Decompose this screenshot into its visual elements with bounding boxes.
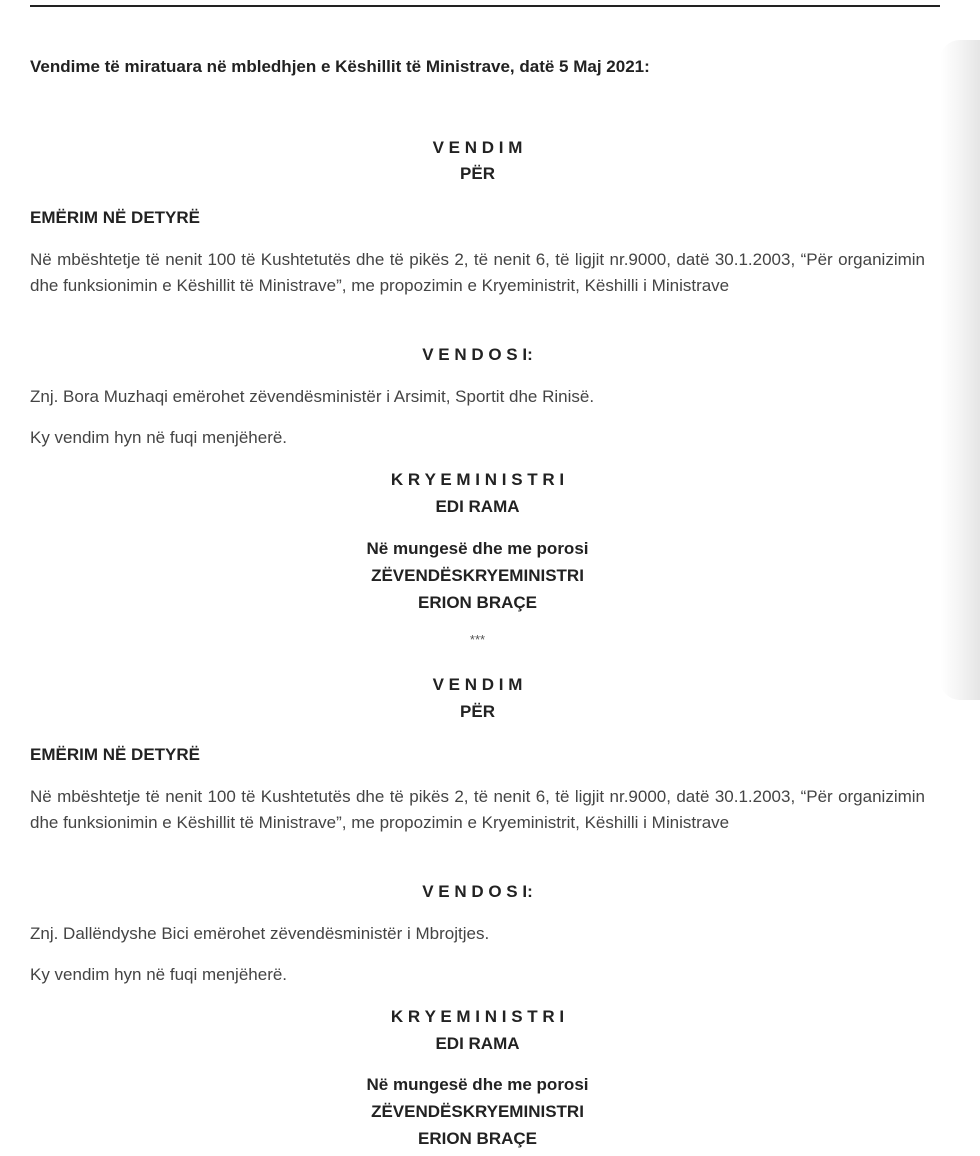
absence-note: Në mungesë dhe me porosi	[366, 539, 589, 558]
decision-subtitle: EMËRIM NË DETYRË	[30, 745, 201, 764]
decision-preamble: Në mbështetje të nenit 100 të Kushtetutës dhe të pikës 2, të nenit 6, të ligjit nr.9000, datë 30.1.2003, “Për organizimin dhe funksionimin e Këshillit të Ministrave”, me propozimin e Kryeministrit, Këshilli i Ministrave	[30, 250, 925, 295]
signer-title: K R Y E M I N I S T R I	[390, 470, 565, 489]
decision-vendosi: V E N D O S I:	[422, 882, 533, 901]
decision-effect: Ky vendim hyn në fuqi menjëherë.	[30, 428, 288, 447]
decision-subtitle: EMËRIM NË DETYRË	[30, 208, 201, 227]
absence-note: Në mungesë dhe me porosi	[366, 1075, 589, 1094]
section-separator: ***	[469, 632, 486, 647]
decision-per: PËR	[460, 702, 495, 721]
decision-per: PËR	[460, 164, 495, 183]
deputy-name: ERION BRAÇE	[417, 593, 537, 612]
top-divider	[30, 5, 940, 7]
decision-title: V E N D I M	[432, 138, 523, 157]
deputy-name: ERION BRAÇE	[417, 1129, 537, 1148]
signer-title: K R Y E M I N I S T R I	[390, 1007, 565, 1026]
deputy-title: ZËVENDËSKRYEMINISTRI	[371, 1102, 584, 1121]
decision-title: V E N D I M	[432, 675, 523, 694]
side-panel-shadow	[940, 40, 980, 700]
page-heading: Vendime të miratuara në mbledhjen e Këshillit të Ministrave, datë 5 Maj 2021:	[30, 57, 650, 76]
decision-effect: Ky vendim hyn në fuqi menjëherë.	[30, 965, 288, 984]
decision-vendosi: V E N D O S I:	[422, 345, 533, 364]
signer-name: EDI RAMA	[435, 1034, 520, 1053]
decision-preamble: Në mbështetje të nenit 100 të Kushtetutës dhe të pikës 2, të nenit 6, të ligjit nr.9000, datë 30.1.2003, “Për organizimin dhe funksionimin e Këshillit të Ministrave”, me propozimin e Kryeministrit, Këshilli i Ministrave	[30, 787, 925, 832]
signer-name: EDI RAMA	[435, 497, 520, 516]
decision-text: Znj. Dallëndyshe Bici emërohet zëvendësministër i Mbrojtjes.	[30, 924, 490, 943]
decision-text: Znj. Bora Muzhaqi emërohet zëvendësministër i Arsimit, Sportit dhe Rinisë.	[30, 387, 595, 406]
deputy-title: ZËVENDËSKRYEMINISTRI	[371, 566, 584, 585]
